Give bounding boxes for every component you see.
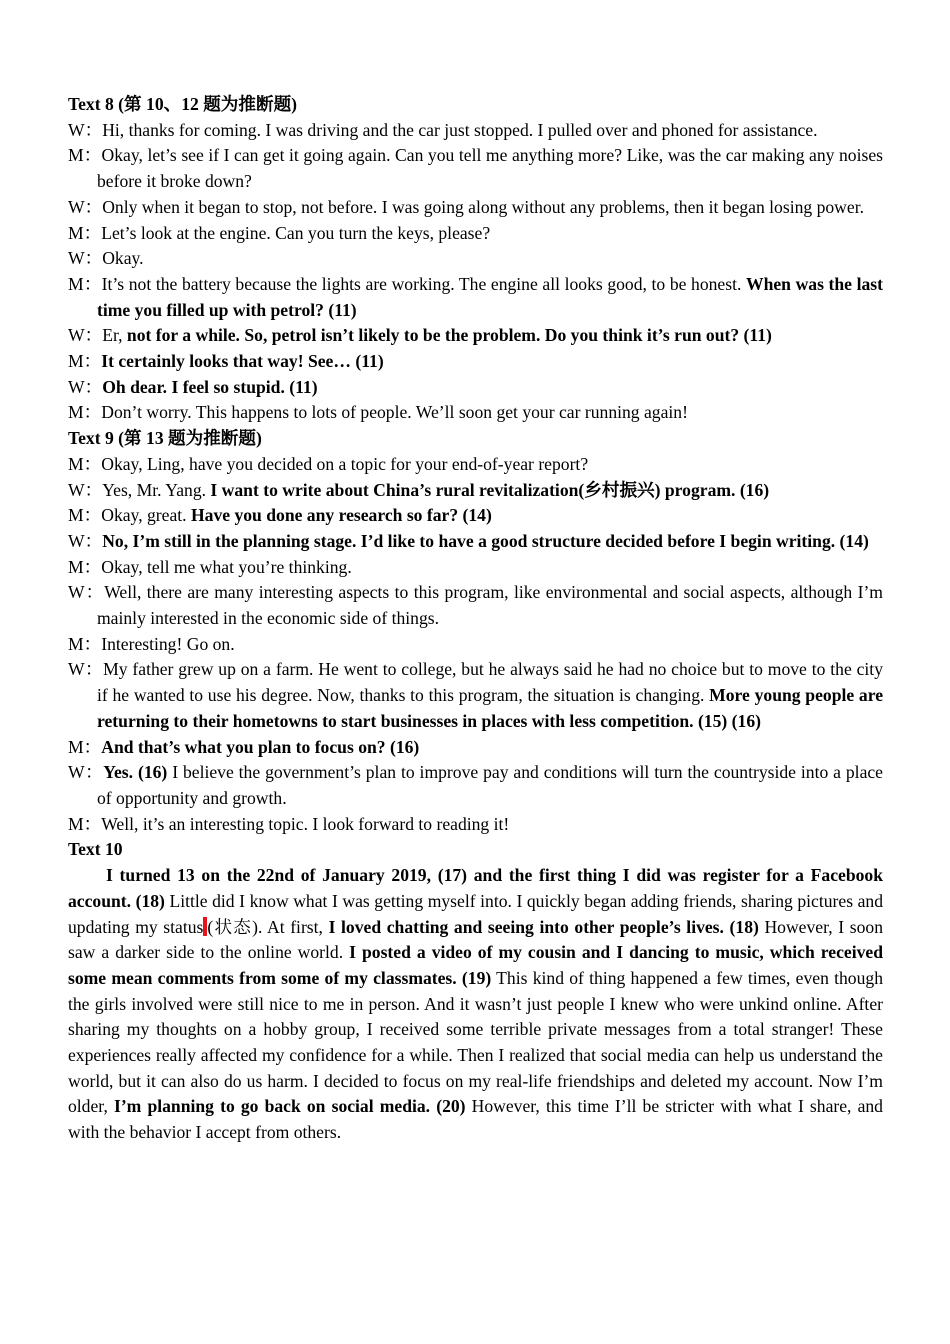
text-segment: W：Hi, thanks for coming. I was driving and the car just stopped. I pulled over and phoned for assistance. (68, 119, 818, 140)
text-segment: However, this time I’ll be stricter with what I share, and with the behavior I accept from others. (68, 1096, 883, 1143)
dialogue-line (68, 657, 883, 734)
dialogue-line (68, 503, 883, 529)
text-segment: W： (68, 376, 103, 397)
dialogue-line (68, 195, 883, 221)
text-segment: M：Okay, tell me what you’re thinking. (68, 556, 352, 577)
paragraph (68, 863, 883, 1146)
bold-answer-text: More young people are returning to their hometowns to start businesses in places with less competition. (15) (16) (97, 685, 884, 731)
section-heading: Text 10 (68, 839, 123, 860)
dialogue-line (68, 632, 883, 658)
bold-answer-text: I posted a video of my cousin and I dancing to music, which received some mean comments from some of my classmates. (19) (68, 942, 883, 988)
dialogue-line (68, 246, 883, 272)
text-segment: W：Yes, Mr. Yang. (68, 479, 211, 500)
bold-answer-text: Have you done any research so far? (14) (190, 505, 492, 526)
text-segment: (状态). At first, (207, 916, 329, 937)
text-segment: M： (68, 736, 102, 757)
text-segment: M： (68, 351, 102, 372)
text-segment: However, I soon saw a darker side to the online world. (68, 916, 883, 963)
dialogue-line (68, 118, 883, 144)
bold-answer-text: Yes. (16) (103, 762, 168, 783)
dialogue-line (68, 555, 883, 581)
dialogue-line (68, 272, 883, 323)
text-segment: I believe the government’s plan to improve pay and conditions will turn the countryside into a place of opportunity and growth. (97, 762, 883, 808)
section-heading: Text 8 (第 10、12 题为推断题) (68, 94, 298, 114)
text-segment: M：Don’t worry. This happens to lots of people. We’ll soon get your car running again! (68, 402, 688, 423)
text-segment: M：It’s not the battery because the lights are working. The engine all looks good, to be honest. (68, 273, 746, 294)
bold-answer-text: not for a while. So, petrol isn’t likely to be the problem. Do you think it’s run out? (11) (126, 325, 772, 346)
dialogue-line (68, 735, 883, 761)
bold-answer-text: It certainly looks that way! See… (11) (101, 351, 384, 372)
dialogue-line (68, 580, 883, 631)
text-segment: Little did I know what I was getting myself into. I quickly began adding friends, sharing pictures and updating my status (68, 890, 883, 937)
text-segment: W：My father grew up on a farm. He went to college, but he always said he had no choice but to move to the city if he wanted to use his degree. Now, thanks to this program, the situation is changing. (68, 659, 883, 706)
text-segment: M：Interesting! Go on. (68, 633, 235, 654)
dialogue-line (68, 221, 883, 247)
text-segment: W：Well, there are many interesting aspects to this program, like environmental and social aspects, although I’m mainly interested in the economic side of things. (68, 582, 883, 629)
bold-answer-text: I want to write about China’s rural revitalization(乡村振兴) program. (16) (210, 479, 770, 500)
dialogue-line (68, 529, 883, 555)
bold-answer-text: Oh dear. I feel so stupid. (11) (102, 376, 318, 397)
dialogue-line (68, 812, 883, 838)
section-heading: Text 9 (第 13 题为推断题) (68, 428, 262, 449)
text-segment: M：Let’s look at the engine. Can you turn the keys, please? (68, 222, 491, 243)
dialogue-line (68, 323, 883, 349)
dialogue-line (68, 452, 883, 478)
text-segment: W： (68, 530, 103, 551)
dialogue-line (68, 400, 883, 426)
document-body (68, 92, 883, 1146)
text-segment: M：Well, it’s an interesting topic. I look forward to reading it! (68, 813, 510, 834)
text-segment: M：Okay, Ling, have you decided on a topic for your end-of-year report? (68, 453, 589, 474)
text-segment: W： (68, 762, 104, 783)
bold-answer-text: I’m planning to go back on social media. (20) (113, 1096, 466, 1117)
bold-answer-text: No, I’m still in the planning stage. I’d like to have a good structure decided before I begin writing. (14) (102, 530, 869, 551)
dialogue-line (68, 349, 883, 375)
text-segment: W：Okay. (68, 248, 144, 269)
bold-answer-text: When was the last time you filled up with petrol? (11) (97, 273, 883, 320)
text-segment: W：Only when it began to stop, not before. I was going along without any problems, then it began losing power. (68, 196, 864, 217)
dialogue-line (68, 375, 883, 401)
text-segment: This kind of thing happened a few times, even though the girls involved were still nice to me in person. And it wasn’t just people I knew who were unkind online. After sharing my thoughts on a hobby group, I received some terrible private messages from a total stranger! These experiences really affected my confidence for a while. Then I realized that social media can help us understand the world, but it can also do us harm. I decided to focus on my real-life friendships and deleted my account. Now I’m older, (68, 967, 883, 1117)
text-segment: M：Okay, great. (68, 505, 191, 526)
text-segment: M：Okay, let’s see if I can get it going again. Can you tell me anything more? Like, was the car making any noises before it broke down? (68, 145, 883, 192)
dialogue-line (68, 760, 883, 811)
text-segment: W：Er, (68, 325, 127, 346)
dialogue-line (68, 143, 883, 194)
dialogue-line (68, 478, 883, 504)
bold-answer-text: I loved chatting and seeing into other people’s lives. (18) (328, 916, 759, 937)
bold-answer-text: And that’s what you plan to focus on? (16) (101, 736, 420, 757)
bold-answer-text: I turned 13 on the 22nd of January 2019, (17) and the first thing I did was register for a Facebook account. (18) (68, 865, 883, 911)
